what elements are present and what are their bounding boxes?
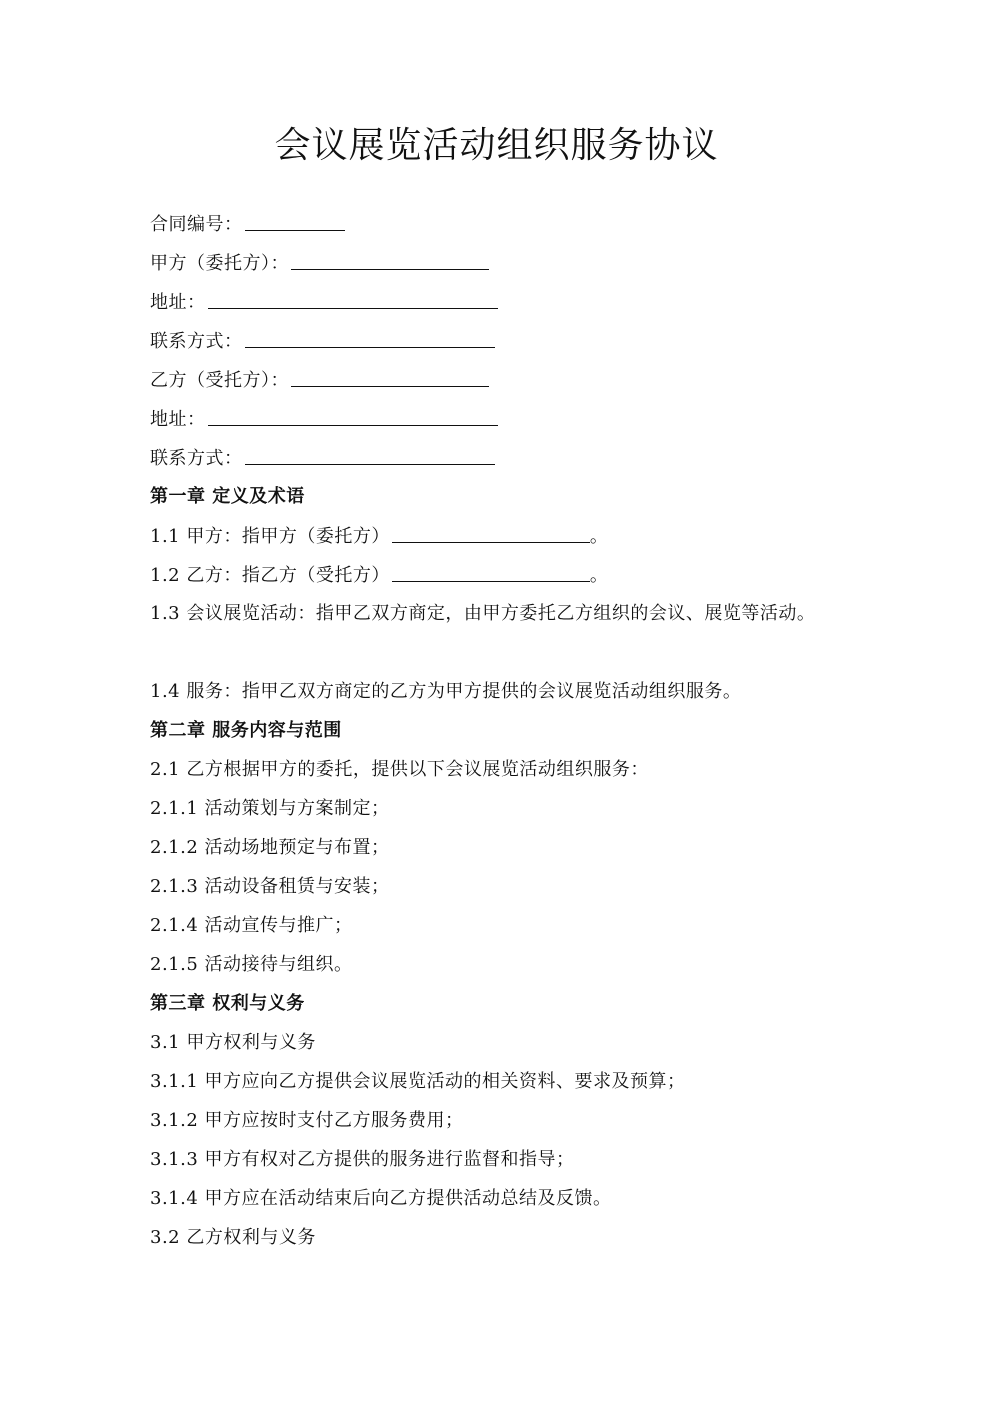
clause-item: 2.1.4 活动宣传与推广； <box>150 915 353 936</box>
clause-item: 2.1.3 活动设备租赁与安装； <box>150 876 390 897</box>
clause-1-4: 1.4 服务：指甲乙双方商定的乙方为甲方提供的会议展览活动组织服务。 <box>150 681 742 702</box>
clause-item: 2.1.1 活动策划与方案制定； <box>150 798 390 819</box>
clause-item: 2.1.5 活动接待与组织。 <box>150 954 353 975</box>
end-mark: 。 <box>589 565 609 586</box>
contract-number-field <box>150 212 345 237</box>
clause-text: 1.2 乙方：指乙方（受托方） <box>150 565 390 586</box>
field-label: 甲方（委托方）： <box>150 253 289 274</box>
blank-line <box>245 446 495 465</box>
chapter-1-heading: 第一章 定义及术语 <box>150 486 305 507</box>
clause-1-3: 1.3 会议展览活动：指甲乙双方商定，由甲方委托乙方组织的会议、展览等活动。 <box>150 603 816 624</box>
party-b-address-field <box>150 407 498 432</box>
field-label: 地址： <box>150 292 206 313</box>
clause-item: 3.1.3 甲方有权对乙方提供的服务进行监督和指导； <box>150 1149 575 1170</box>
field-label: 联系方式： <box>150 448 243 469</box>
party-b-contact-field <box>150 446 495 471</box>
blank-line <box>291 368 489 387</box>
clause-1-1 <box>150 524 608 549</box>
clause-item: 3.1.1 甲方应向乙方提供会议展览活动的相关资料、要求及预算； <box>150 1071 686 1092</box>
blank-line <box>208 407 498 426</box>
party-a-contact-field <box>150 329 495 354</box>
blank-line <box>245 212 345 231</box>
blank-line <box>392 563 590 582</box>
blank-line <box>291 251 489 270</box>
field-label: 地址： <box>150 409 206 430</box>
party-a-field <box>150 251 489 276</box>
clause-item: 2.1 乙方根据甲方的委托，提供以下会议展览活动组织服务： <box>150 759 649 780</box>
clause-item: 2.1.2 活动场地预定与布置； <box>150 837 390 858</box>
end-mark: 。 <box>589 526 609 547</box>
clause-text: 1.1 甲方：指甲方（委托方） <box>150 526 390 547</box>
clause-item: 3.1.2 甲方应按时支付乙方服务费用； <box>150 1110 464 1131</box>
party-b-field <box>150 368 489 393</box>
chapter-2-heading: 第二章 服务内容与范围 <box>150 720 342 741</box>
document-title: 会议展览活动组织服务协议 <box>274 125 719 166</box>
chapter-3-heading: 第三章 权利与义务 <box>150 993 305 1014</box>
clause-item: 3.1 甲方权利与义务 <box>150 1032 316 1053</box>
field-label: 合同编号： <box>150 214 243 235</box>
party-a-address-field <box>150 290 498 315</box>
blank-line <box>245 329 495 348</box>
blank-line <box>392 524 590 543</box>
field-label: 联系方式： <box>150 331 243 352</box>
blank-line <box>208 290 498 309</box>
clause-item: 3.2 乙方权利与义务 <box>150 1227 316 1248</box>
clause-item: 3.1.4 甲方应在活动结束后向乙方提供活动总结及反馈。 <box>150 1188 612 1209</box>
field-label: 乙方（受托方）： <box>150 370 289 391</box>
clause-1-2 <box>150 563 608 588</box>
